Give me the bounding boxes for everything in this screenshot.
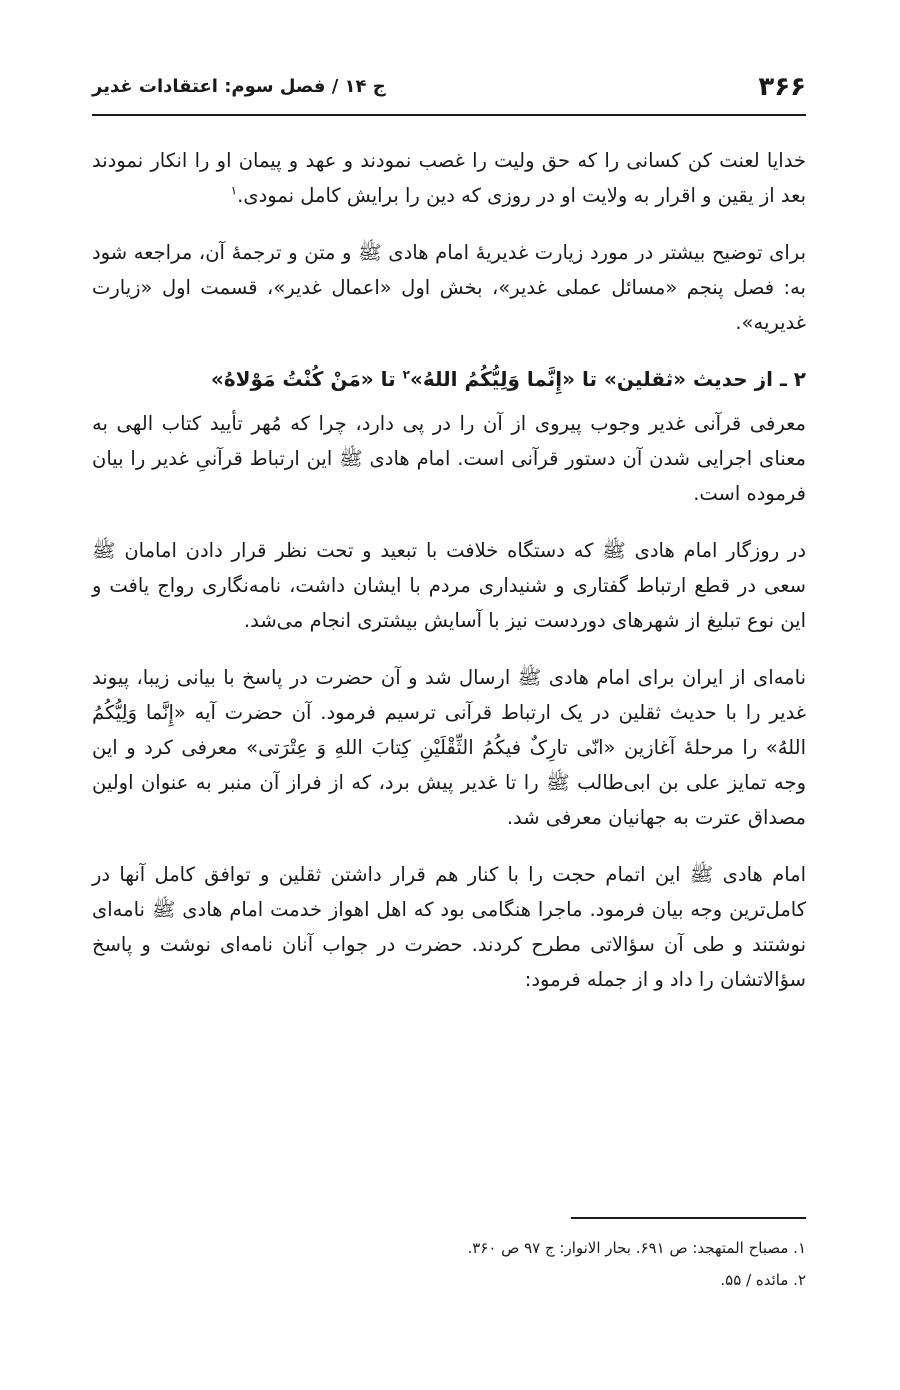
paragraph-letters: در روزگار امام هادی ﷺ که دستگاه خلافت با تبعید و تحت نظر قرار دادن امامان ﷺ سعی در قطع ارتباط گفتاری و شنیداری مردم با ایشان داشت، نامه‌نگاری رواج یافت و این نوع تبلیغ از شهرهای دوردست نیز با آسایش بیشتری انجام می‌شد.	[92, 539, 806, 632]
paragraph-prayer-text: خدایا لعنت کن کسانی را که حق ولیت را غصب نمودند و عهد و پیمان او را انکار نمودند بعد از یقین و اقرار به ولایت او در روزی که دین را برایش کامل نمودی.	[92, 149, 806, 207]
paragraph-ahwaz-letter: امام هادی ﷺ این اتمام حجت را با کنار هم قرار داشتن ثقلین و توافق کامل آنها در کامل‌ترین وجه بیان فرمود. ماجرا هنگامی بود که اهل اهواز خدمت امام هادی ﷺ نامه‌ای نوشتند و طی آن سؤالاتی مطرح کردند. حضرت در جواب آنان نامه‌ای نوشت و پاسخ سؤالاتشان را داد و از جمله فرمود:	[92, 863, 806, 991]
paragraph-ziyarat-reference: برای توضیح بیشتر در مورد زیارت غدیریهٔ امام هادی ﷺ و متن و ترجمهٔ آن، مراجعه شود به: فصل پنجم «مسائل عملی غدیر»، بخش اول «اعمال غدیر»، قسمت اول «زیارت غدیریه».	[92, 241, 806, 334]
running-title: ج ۱۴ / فصل سوم: اعتقادات غدیر	[92, 76, 386, 97]
book-page	[92, 0, 806, 1390]
footnote-ref-1: ۱	[230, 183, 238, 198]
paragraph-prayer	[92, 143, 806, 213]
section-heading-part-1: ۲ ـ از حدیث «ثقلین» تا «إِنَّما وَلِيُّكُمُ اللهُ»	[409, 367, 806, 391]
section-heading	[92, 362, 806, 396]
footnote-divider	[571, 1217, 806, 1219]
footnote-1: ۱. مصباح المتهجد: ص ۶۹۱. بحار الانوار: ج ۹۷ ص ۳۶۰.	[467, 1239, 806, 1257]
page-body	[92, 143, 806, 1019]
paragraph-iran-letter: نامه‌ای از ایران برای امام هادی ﷺ ارسال شد و آن حضرت در پاسخ با بیانی زیبا، پیوند غدیر را با حدیث ثقلین در یک ارتباط قرآنی ترسیم فرمود. آن حضرت آیه «إِنَّما وَلِيُّكُمُ اللهُ» را مرحلهٔ آغازین «انّی تارِکٌ فیکُمُ الثِّقْلَیْنِ کِتابَ اللهِ وَ عِتْرَتی» معرفی کرد و این وجه تمایز علی بن ابی‌طالب ﷺ را تا غدیر پیش برد، که از فراز آن منبر به عنوان اولین مصداق عترت به جهانیان معرفی شد.	[92, 666, 806, 829]
footnote-ref-2: ۲	[402, 367, 410, 382]
page-header	[92, 70, 806, 116]
page-number: ۳۶۶	[758, 72, 806, 102]
section-heading-part-2: تا «مَنْ كُنْتُ مَوْلاهُ»	[210, 367, 403, 391]
footnotes	[92, 1232, 806, 1296]
footnote-2: ۲. مائده / ۵۵.	[720, 1271, 806, 1289]
paragraph-quranic-ghadir: معرفی قرآنی غدیر وجوب پیروی از آن را در پی دارد، چرا که مُهر تأیید کتاب الهی به معنای اجرایی شدن آن دستور قرآنی است. امام هادی ﷺ این ارتباط قرآنیِ غدیر را بیان فرموده است.	[92, 412, 806, 505]
